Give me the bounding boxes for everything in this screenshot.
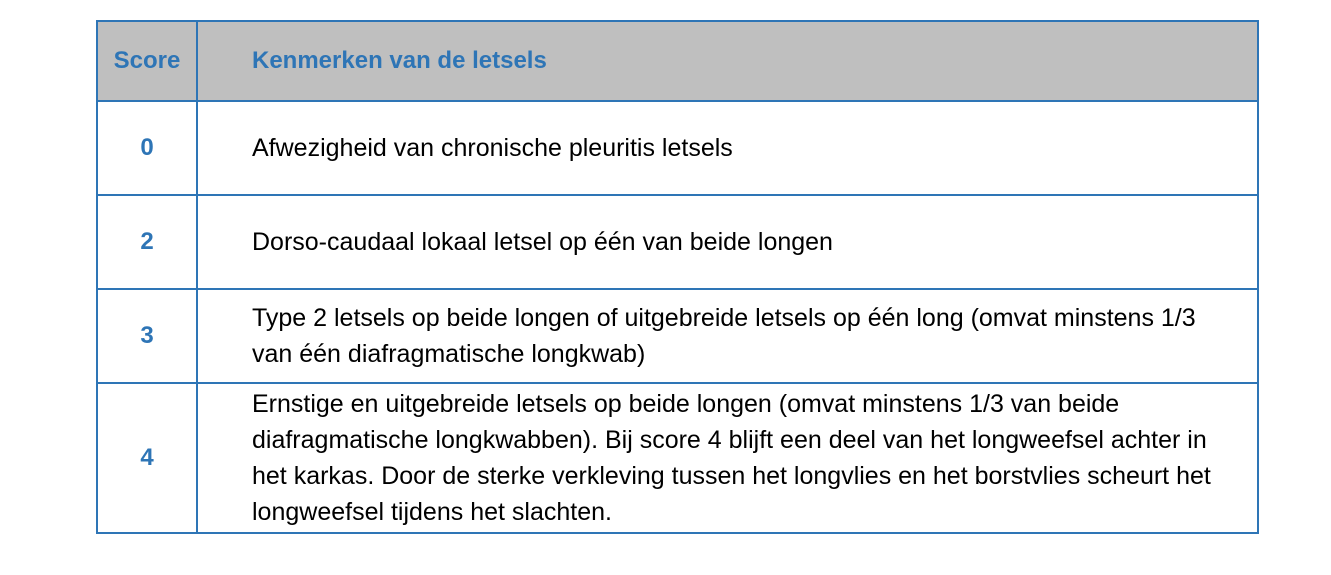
feature-cell: Dorso-caudaal lokaal letsel op één van beide longen xyxy=(197,195,1258,289)
table-row xyxy=(97,289,1258,383)
table-row xyxy=(97,195,1258,289)
feature-cell: Type 2 letsels op beide longen of uitgebreide letsels op één long (omvat minstens 1/3 van één diafragmatische longkwab) xyxy=(197,289,1258,383)
score-column-header: Score xyxy=(97,21,197,101)
feature-cell: Afwezigheid van chronische pleuritis letsels xyxy=(197,101,1258,195)
score-cell: 4 xyxy=(97,383,197,533)
table-header-row xyxy=(97,21,1258,101)
score-cell: 2 xyxy=(97,195,197,289)
score-cell: 0 xyxy=(97,101,197,195)
feature-cell: Ernstige en uitgebreide letsels op beide longen (omvat minstens 1/3 van beide diafragmatische longkwabben). Bij score 4 blijft een deel van het longweefsel achter in het karkas. Door de sterke verkleving tussen het longvlies en het borstvlies scheurt het longweefsel tijdens het slachten. xyxy=(197,383,1258,533)
features-column-header: Kenmerken van de letsels xyxy=(197,21,1258,101)
pleuritis-score-table xyxy=(96,20,1259,534)
score-cell: 3 xyxy=(97,289,197,383)
table-row xyxy=(97,101,1258,195)
table-row xyxy=(97,383,1258,533)
